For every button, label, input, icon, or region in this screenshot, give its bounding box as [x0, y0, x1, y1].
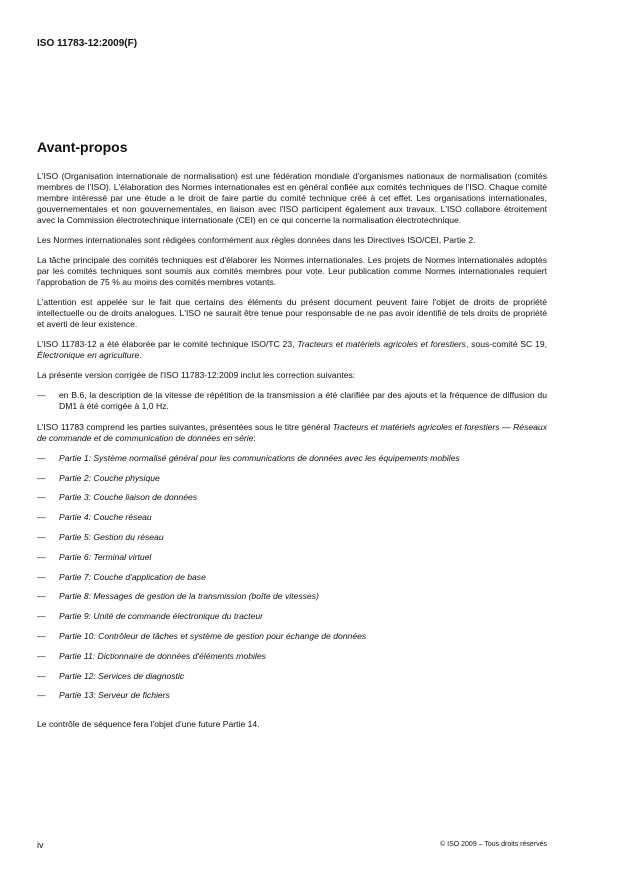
- part-title: Partie 5: Gestion du réseau: [59, 531, 164, 542]
- part-title: Partie 12: Services de diagnostic: [59, 670, 185, 681]
- list-item: [37, 591, 547, 611]
- part-title: Partie 6: Terminal virtuel: [59, 551, 152, 562]
- p7-b: Tracteurs et matériels agricoles et forestiers — Réseaux de commande et de communication de données en série: [37, 421, 547, 443]
- dash-bullet: —: [37, 591, 46, 602]
- list-item: [37, 671, 547, 691]
- page-title: Avant-propos: [37, 139, 128, 155]
- part-title: Partie 2: Couche physique: [59, 472, 160, 483]
- part-title: Partie 3: Couche liaison de données: [59, 492, 198, 503]
- dash-bullet: —: [37, 690, 46, 701]
- paragraph-technical-committees: La tâche principale des comités techniques est d'élaborer les Normes internationales. Les projets de Normes internationales adoptés par les comités techniques sont soumis aux comités membres pour vote. Leur publication comme Normes internationales requiert l'approbation de 75 % au moins des comités membres votants.: [37, 255, 547, 287]
- dash-bullet: —: [37, 551, 46, 562]
- part-title: Partie 11: Dictionnaire de données d'éléments mobiles: [59, 650, 266, 661]
- dash-bullet: —: [37, 492, 46, 503]
- part-title: Partie 7: Couche d'application de base: [59, 571, 206, 582]
- list-item: [37, 651, 547, 671]
- paragraph-committee-origin: [37, 339, 547, 361]
- dash-bullet: —: [37, 571, 46, 582]
- list-item: [37, 492, 547, 512]
- dash-bullet: —: [37, 611, 46, 622]
- parts-list: [37, 453, 547, 710]
- p5-a: L'ISO 11783-12 a été élaborée par le comité technique ISO/TC 23,: [37, 339, 298, 350]
- dash-bullet: —: [37, 630, 46, 641]
- copyright-notice: © ISO 2009 – Tous droits réservés: [440, 841, 547, 848]
- list-item: [37, 453, 547, 473]
- paragraph-corrected-version: La présente version corrigée de l'ISO 11783-12:2009 inclut les correction suivantes:: [37, 370, 356, 381]
- dash-bullet: —: [37, 452, 46, 463]
- dash-bullet: —: [37, 512, 46, 523]
- list-item: [37, 631, 547, 651]
- part-title: Partie 8: Messages de gestion de la transmission (boîte de vitesses): [59, 591, 319, 602]
- dash-bullet: —: [37, 472, 46, 483]
- p5-b: Tracteurs et matériels agricoles et forestiers: [297, 339, 466, 350]
- p7-c: :: [253, 432, 256, 443]
- part-title: Partie 4: Couche réseau: [59, 512, 152, 523]
- paragraph-patent-rights: L'attention est appelée sur le fait que certains des éléments du présent document peuvent faire l'objet de droits de propriété intellectuelle ou de droits analogues. L'ISO ne saurait être tenue pour responsable de ne pas avoir identifié de tels droits de propriété et averti de leur existence.: [37, 297, 547, 329]
- list-item: [37, 552, 547, 572]
- part-title: Partie 10: Contrôleur de tâches et système de gestion pour échange de données: [59, 630, 367, 641]
- dash-bullet: —: [37, 650, 46, 661]
- document-id-header: ISO 11783-12:2009(F): [37, 38, 138, 49]
- p5-e: .: [139, 349, 142, 360]
- paragraph-parts-intro: [37, 422, 547, 444]
- paragraph-directives: Les Normes internationales sont rédigées conformément aux règles données dans les Directives ISO/CEI, Partie 2.: [37, 234, 476, 245]
- list-item: [37, 532, 547, 552]
- correction-text: en B.6, la description de la vitesse de répétition de la transmission a été clarifiée par des ajouts et la fréquence de diffusion du DM1 à été corrigée à 1,0 Hz.: [59, 390, 547, 412]
- p5-c: , sous-comité SC 19,: [465, 339, 547, 350]
- dash-bullet: —: [37, 531, 46, 542]
- page-number: iv: [37, 840, 44, 850]
- part-title: Partie 9: Unité de commande électronique du tracteur: [59, 611, 263, 622]
- dash-bullet: —: [37, 670, 46, 681]
- list-item: [37, 611, 547, 631]
- list-item: [37, 690, 547, 710]
- p5-d: Électronique en agriculture: [37, 349, 140, 360]
- paragraph-future-part: Le contrôle de séquence fera l'objet d'une future Partie 14.: [37, 719, 260, 730]
- correction-item: [37, 390, 547, 412]
- part-title: Partie 1: Système normalisé général pour les communications de données avec les équipements mobiles: [59, 452, 460, 463]
- list-item: [37, 512, 547, 532]
- foreword-body: [37, 171, 547, 739]
- dash-bullet: —: [37, 390, 46, 401]
- list-item: [37, 473, 547, 493]
- p7-a: L'ISO 11783 comprend les parties suivantes, présentées sous le titre général: [37, 421, 333, 432]
- part-title: Partie 13: Serveur de fichiers: [59, 690, 170, 701]
- paragraph-iso-intro: L'ISO (Organisation internationale de normalisation) est une fédération mondiale d'organismes nationaux de normalisation (comités membres de l'ISO). L'élaboration des Normes internationales est en général confiée aux comités techniques de l'ISO. Chaque comité membre intéressé par une étude a le droit de faire partie du comité technique créé à cet effet. Les organisations internationales, gouvernementales et non gouvernementales, en liaison avec l'ISO participent également aux travaux. L'ISO collabore étroitement avec la Commission électrotechnique internationale (CEI) en ce qui concerne la normalisation électrotechnique.: [37, 171, 547, 225]
- list-item: [37, 572, 547, 592]
